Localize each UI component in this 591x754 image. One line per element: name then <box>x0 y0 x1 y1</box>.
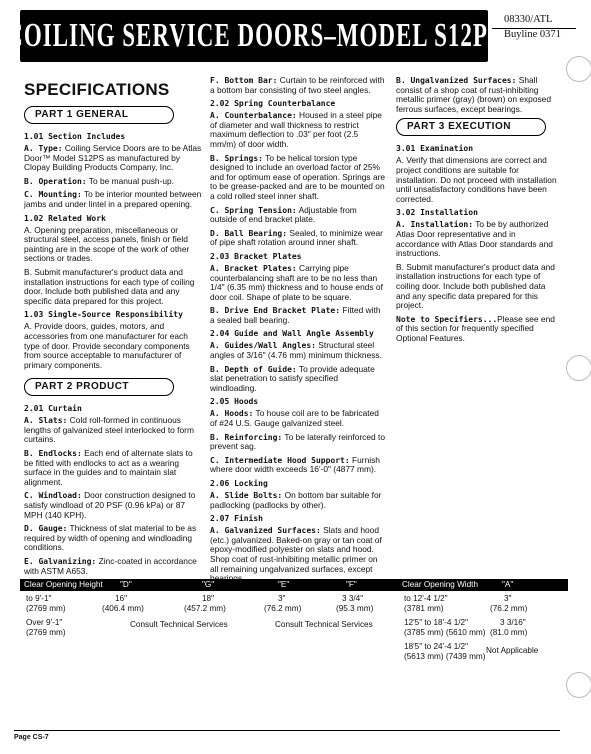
table-cell: Consult Technical Services <box>275 620 373 629</box>
item-lead: A. Installation: <box>396 220 474 230</box>
table-cell: (406.4 mm) <box>102 604 144 613</box>
item-lead: C. Windload: <box>24 491 82 501</box>
table-cell: (2769 mm) <box>26 628 66 637</box>
item-lead: A. Slide Bolts: <box>210 491 283 500</box>
item-text: Sealed, to minimize wear of pipe shaft rotation around inner shaft. <box>210 227 383 248</box>
paragraph <box>24 491 204 520</box>
paragraph <box>210 365 386 394</box>
paragraph <box>396 315 560 344</box>
part-3-heading: PART 3 EXECUTION <box>396 118 546 136</box>
item-lead: A. Counterbalance: <box>210 111 297 121</box>
item-text: Carrying pipe counterbalancing shaft are to be no less than 1/4" (6.35 mm) thickness and to house ends of door coil. Shape of plate to be square. <box>210 262 383 302</box>
paragraph <box>24 190 204 209</box>
item-lead: B. Operation: <box>24 176 87 186</box>
item-lead: F. Bottom Bar: <box>210 76 278 85</box>
table-cell: (81.0 mm) <box>490 628 528 637</box>
column-header: "F" <box>346 580 357 589</box>
item-text: To house coil are to be fabricated of #24 U.S. Gauge galvanized steel. <box>210 408 379 429</box>
section-heading: 3.02 Installation <box>396 208 478 218</box>
note-lead: Note to Specifiers... <box>396 314 498 324</box>
item-lead: C. Mounting: <box>24 190 82 200</box>
item-text: Adjustable from outside of end bracket plate. <box>210 204 357 225</box>
section-heading: 2.01 Curtain <box>24 404 82 414</box>
item-text: Furnish where door width exceeds 16'-0" (4877 mm). <box>210 454 380 475</box>
paragraph <box>210 526 386 584</box>
paragraph <box>396 220 560 258</box>
item-lead: A. Galvanized Surfaces: <box>210 526 321 536</box>
paragraph <box>24 177 204 187</box>
table-cell: (95.3 mm) <box>336 604 374 613</box>
table-cell: (76.2 mm) <box>490 604 528 613</box>
section-heading: 2.04 Guide and Wall Angle Assembly <box>210 329 374 339</box>
footer-rule <box>14 730 560 731</box>
column-header: Clear Opening Width <box>402 580 478 589</box>
column-3 <box>396 76 560 347</box>
table-cell: to 12'-4 1/2" <box>404 594 448 603</box>
table-cell: (3781 mm) <box>404 604 444 613</box>
section-heading: 3.01 Examination <box>396 144 474 154</box>
paragraph <box>24 524 204 553</box>
item-text: Curtain to be reinforced with a bottom bar consisting of two steel angles. <box>210 75 385 95</box>
table-cell: (3785 mm) (5610 mm) <box>404 628 486 637</box>
item-lead: B. Endlocks: <box>24 449 82 459</box>
paragraph: A. Provide doors, guides, motors, and accessories from one manufacturer for each type of door. Provide secondary components from source acceptable to manufacturer of primary components. <box>24 321 190 370</box>
table-cell: 18'5" to 24'-4 1/2" <box>404 642 469 651</box>
item-text: Cold roll-formed in continuous lengths of galvanized steel interlocked to form curtains. <box>24 415 194 445</box>
item-lead: C. Spring Tension: <box>210 205 297 215</box>
column-header: Clear Opening Height <box>24 580 103 589</box>
paragraph: A. Opening preparation, miscellaneous or structural steel, access panels, finish or field painting are in the scope of the work of other sections or trades. <box>24 224 190 264</box>
section-heading: 2.03 Bracket Plates <box>210 251 302 261</box>
paragraph <box>210 264 386 302</box>
column-header: "G" <box>202 580 215 589</box>
table-cell: 18" <box>202 594 215 603</box>
paragraph <box>24 416 204 445</box>
column-2 <box>210 76 386 588</box>
item-lead: B. Springs: <box>210 153 263 163</box>
paragraph <box>210 229 386 248</box>
item-text: Structural steel angles of 3/16" (4.76 mm) minimum thickness. <box>210 340 382 361</box>
item-lead: A. Guides/Wall Angles: <box>210 341 316 351</box>
item-lead: A. Hoods: <box>210 409 254 419</box>
item-text: On bottom bar suitable for padlocking (padlocks by other). <box>210 490 382 510</box>
paragraph: A. Verify that dimensions are correct and project conditions are suitable for installation. Do not proceed with installation until unsatisfactory conditions have been corrected. <box>396 155 557 204</box>
paragraph <box>24 449 204 487</box>
item-lead: A. Bracket Plates: <box>210 263 297 273</box>
page-number: Page CS-7 <box>14 734 49 741</box>
column-1 <box>24 76 204 580</box>
note-text: Please see end of this section for frequently specified Optional Features. <box>396 313 555 343</box>
item-lead: A. Type: <box>24 144 63 153</box>
table-cell: 3" <box>504 594 512 603</box>
paragraph <box>24 557 204 576</box>
column-header: "D" <box>120 580 132 589</box>
paragraph <box>210 491 386 510</box>
table-header <box>20 579 568 591</box>
paragraph <box>210 111 386 149</box>
paragraph: B. Submit manufacturer's product data and installation instructions for each type of coiling door. Include both published data and any specific data prepared for this project. <box>24 266 195 306</box>
part-1-heading: PART 1 GENERAL <box>24 106 174 124</box>
item-lead: B. Depth of Guide: <box>210 364 297 374</box>
table-cell: Not Applicable <box>486 646 539 655</box>
table-cell: Consult Technical Services <box>130 620 228 629</box>
paragraph <box>24 144 204 173</box>
section-heading: 2.02 Spring Counterbalance <box>210 99 336 109</box>
paragraph <box>210 341 386 360</box>
column-header: "A" <box>502 580 514 589</box>
page-title: COILING SERVICE DOORS–MODEL S12PS <box>6 17 502 54</box>
item-text: Fitted with a sealed ball bearing. <box>210 305 381 325</box>
item-text: To be laterally reinforced to prevent sag. <box>210 431 385 452</box>
item-text: Door construction designed to satisfy windload of 20 PSF (0.96 kPa) or 87 MPH (140 KPH). <box>24 490 196 520</box>
paragraph <box>210 206 386 225</box>
header-bar <box>6 10 502 62</box>
item-text: To be by authorized Atlas Door representative and in accordance with Atlas Door standards and instructions. <box>396 219 553 259</box>
section-heading: 2.05 Hoods <box>210 397 259 407</box>
item-text: Thickness of slat material to be as required by width of opening and windloading conditions. <box>24 523 197 553</box>
table-cell: 3 3/4" <box>342 594 364 603</box>
column-header: "E" <box>278 580 290 589</box>
table-cell: Over 9'-1" <box>26 618 63 627</box>
binder-hole <box>566 355 591 381</box>
item-text: To be interior mounted between jambs and under lintel in a prepared opening. <box>24 189 202 209</box>
paragraph: B. Submit manufacturer's product data and installation instructions for each type of coiling door. Include both published data and any specific data prepared for this project. <box>396 261 555 311</box>
paragraph <box>210 433 386 452</box>
table-cell: 3 3/16" <box>500 618 526 627</box>
item-text: Shall consist of a shop coat of rust-inhibiting metallic primer (gray) (brown) on exposed ferrous surfaces, except bearings. <box>396 75 551 114</box>
item-lead: D. Gauge: <box>24 524 68 534</box>
document-number: 08330/ATL <box>504 14 553 25</box>
item-lead: C. Intermediate Hood Support: <box>210 455 350 465</box>
binder-hole <box>566 56 591 82</box>
item-text: Each end of alternate slats to be fitted with endlocks to act as a wearing surface in the guides and to maintain slat alignment. <box>24 448 193 487</box>
item-lead: B. Drive End Bracket Plate: <box>210 306 341 316</box>
paragraph <box>210 456 386 475</box>
item-lead: E. Galvanizing: <box>24 557 97 566</box>
item-lead: B. Reinforcing: <box>210 432 283 442</box>
table-cell: 3" <box>278 594 286 603</box>
table-cell: (457.2 mm) <box>184 604 226 613</box>
buyline-number: Buyline 0371 <box>504 29 561 40</box>
table-cell: 12'5" to 18'-4 1/2" <box>404 618 469 627</box>
table-cell: to 9'-1" <box>26 594 52 603</box>
section-heading: 1.01 Section Includes <box>24 132 126 141</box>
paragraph <box>210 306 386 325</box>
item-text: To be manual push-up. <box>86 175 175 186</box>
paragraph <box>210 76 386 95</box>
section-heading: 1.03 Single-Source Responsibility <box>24 310 183 320</box>
table-cell: (5613 mm) (7439 mm) <box>404 652 486 661</box>
item-lead: B. Ungalvanized Surfaces: <box>396 76 517 85</box>
section-heading: 2.06 Locking <box>210 479 268 488</box>
item-text: Housed in a steel pipe of diameter and wall thickness to restrict maximum deflection to .03" per foot (2.5 mm/m) of door width. <box>210 110 382 149</box>
paragraph <box>210 154 386 202</box>
specifications-heading: SPECIFICATIONS <box>24 80 170 99</box>
binder-hole <box>566 672 591 698</box>
item-text: Slats and hood (etc.) galvanized. Baked-on gray or tan coat of epoxy-modified polyester on slats and hood. Shop coat of rust-inhibiting metallic primer on all remaining ungalvanized surfaces, except <box>210 525 382 574</box>
item-text: To be helical torsion type designed to include an overload factor of 25% and for optimum ease of operation. Springs are to be grease-packed and are to be mounted on a cold rolled steel inner shaft. <box>210 152 386 201</box>
table-cell: (2769 mm) <box>26 604 66 613</box>
item-lead: D. Ball Bearing: <box>210 228 288 238</box>
item-lead: A. Slats: <box>24 416 68 426</box>
section-heading: 2.07 Finish <box>210 514 263 524</box>
section-heading: 1.02 Related Work <box>24 213 106 223</box>
item-text: Coiling Service Doors are to be Atlas Door™ Model S12PS as manufactured by Clopay Building Products Company, Inc. <box>24 143 202 173</box>
part-2-heading: PART 2 PRODUCT <box>24 378 174 396</box>
table-cell: 16" <box>115 594 128 603</box>
paragraph <box>210 409 386 428</box>
item-text: Zinc-coated in accordance with ASTM A653. <box>24 556 197 576</box>
paragraph <box>396 76 560 114</box>
table-cell: (76.2 mm) <box>264 604 302 613</box>
item-text: To provide adequate slat penetration to satisfy specified windloading. <box>210 363 375 393</box>
